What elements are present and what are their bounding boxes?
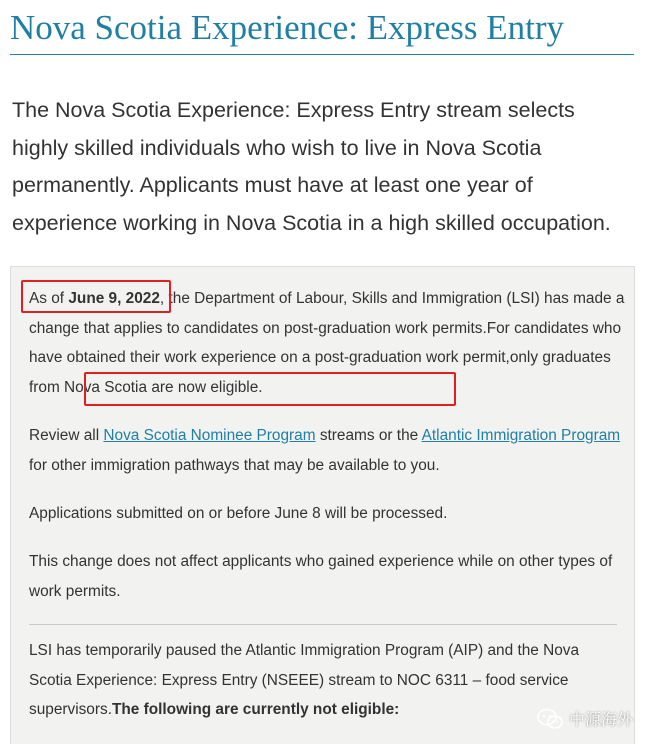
date-comma: , [159,290,165,307]
notice-paragraph-4: This change does not affect applicants who gained experience while on other types of work permits. [29,553,613,600]
review-pre-text: Review all [29,427,104,444]
notice-panel [10,266,635,744]
notice-divider [29,624,617,625]
notice-paragraph-5 [29,636,625,725]
not-eligible-heading: The following are currently not eligible: [111,701,400,719]
pause-text: LSI has temporarily paused the Atlantic Immigration Program (AIP) and the Nova Scotia Experience: Express Entry (NSEEE) stream to NOC 6311 – food service supervisors. [29,642,580,719]
review-mid-text: streams or the [315,427,422,444]
intro-paragraph: The Nova Scotia Experience: Express Entry stream selects highly skilled individuals who wish to live in Nova Scotia permanently. Applicants must have at least one year of experience working in Nova Scotia in a high skilled occupation. [12,98,611,235]
wechat-icon [537,708,563,730]
as-of-text: As of [29,290,69,307]
nova-scotia-nominee-program-link[interactable]: Nova Scotia Nominee Program [103,427,316,444]
review-post-text: for other immigration pathways that may be available to you. [29,456,440,474]
effective-date: June 9, 2022 [68,290,160,307]
watermark-text: 中源海外 [568,712,633,729]
atlantic-immigration-program-link[interactable]: Atlantic Immigration Program [421,427,621,444]
page-title: Nova Scotia Experience: Express Entry [10,8,564,47]
watermark [537,707,633,730]
notice-paragraph-3: Applications submitted on or before June 8 will be processed. [29,505,448,522]
eligibility-highlight-box [84,372,456,406]
date-highlight-box [21,280,171,313]
notice-change-text: the Department of Labour, Skills and Immigration (LSI) has made a change that applies to candidates on post-graduation work permits.For candidates who have obtained their work experience on a post-graduation work permit, [29,290,625,367]
notice-paragraph-2 [29,421,625,480]
eligibility-highlight-text: only graduates from Nova Scotia are now eligible. [29,349,611,396]
title-divider [10,54,634,55]
